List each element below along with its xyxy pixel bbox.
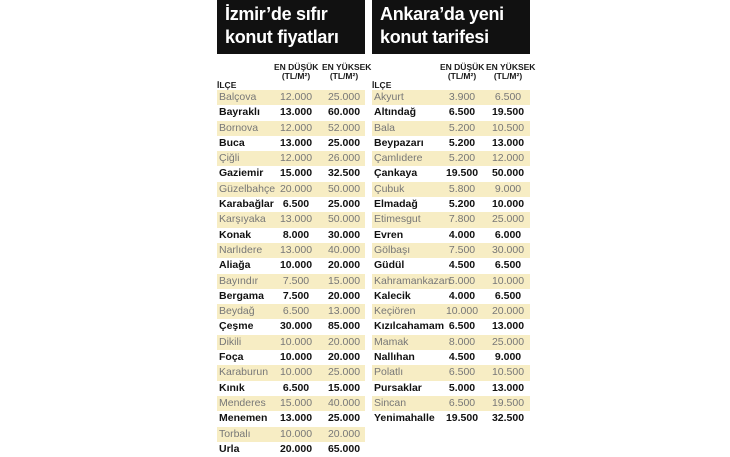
min-price: 19.500	[445, 412, 479, 425]
max-price: 10.500	[491, 121, 525, 134]
district-name: Elmadağ	[374, 198, 418, 211]
table-row	[217, 166, 365, 181]
table-row	[372, 166, 530, 181]
min-price: 5.200	[448, 121, 476, 134]
district-name: Beydağ	[219, 305, 255, 318]
district-name: Karabağlar	[219, 198, 274, 211]
min-price: 10.000	[279, 427, 313, 440]
min-price: 6.500	[448, 320, 476, 333]
table-row	[217, 335, 365, 350]
district-name: Gaziemir	[219, 167, 264, 180]
table-row	[217, 243, 365, 258]
district-name: Karaburun	[219, 366, 269, 379]
district-name: Narlıdere	[219, 243, 263, 256]
table-row	[217, 411, 365, 426]
table-row	[217, 319, 365, 334]
max-price: 19.500	[491, 106, 525, 119]
district-name: Altındağ	[374, 106, 416, 119]
ankara-table-body	[372, 90, 530, 427]
min-price: 20.000	[279, 442, 313, 455]
district-name: Çamlıdere	[374, 152, 423, 165]
district-name: Çankaya	[374, 167, 418, 180]
max-price: 25.000	[327, 91, 361, 103]
table-row	[372, 151, 530, 166]
district-name: Etimesgut	[374, 213, 421, 226]
min-price: 6.500	[448, 106, 476, 119]
max-price: 9.000	[494, 182, 522, 195]
district-name: Mamak	[374, 335, 409, 348]
max-price: 10.500	[491, 366, 525, 379]
izmir-col-max: EN YÜKSEK (TL/M²)	[322, 62, 372, 81]
min-price: 4.500	[448, 259, 476, 272]
min-price: 5.000	[448, 381, 476, 394]
district-name: Foça	[219, 351, 244, 364]
table-row	[372, 319, 530, 334]
table-row	[372, 289, 530, 304]
district-name: Bayraklı	[219, 106, 260, 119]
max-price: 19.500	[491, 396, 525, 409]
max-price: 13.000	[327, 305, 361, 318]
min-price: 6.500	[448, 366, 476, 379]
min-price: 4.000	[448, 289, 476, 302]
district-name: Gölbaşı	[374, 243, 411, 256]
min-price: 8.000	[448, 335, 476, 348]
table-row	[217, 90, 365, 105]
min-price: 19.500	[445, 167, 479, 180]
table-row	[217, 427, 365, 442]
max-price: 50.000	[491, 167, 525, 180]
min-price: 5.800	[448, 182, 476, 195]
table-row	[217, 105, 365, 120]
max-price: 13.000	[491, 136, 525, 149]
district-name: Polatlı	[374, 366, 404, 379]
table-row	[372, 365, 530, 380]
table-row	[372, 335, 530, 350]
district-name: Kınık	[219, 381, 245, 394]
district-name: Konak	[219, 228, 252, 241]
max-price: 25.000	[327, 198, 361, 211]
district-name: Kalecik	[374, 289, 411, 302]
max-price: 13.000	[491, 320, 525, 333]
district-name: Urla	[219, 442, 240, 455]
min-price: 7.500	[448, 243, 476, 256]
table-row	[372, 411, 530, 426]
table-row	[217, 442, 365, 457]
max-price: 6.500	[494, 289, 522, 302]
min-price: 13.000	[279, 136, 313, 149]
table-row	[372, 274, 530, 289]
min-price: 7.500	[282, 289, 310, 302]
min-price: 20.000	[279, 182, 313, 195]
district-name: Bornova	[219, 121, 259, 134]
min-price: 6.500	[282, 198, 310, 211]
district-name: Balçova	[219, 91, 257, 103]
district-name: Güzelbahçe	[219, 182, 276, 195]
table-row	[372, 258, 530, 273]
max-price: 20.000	[327, 351, 361, 364]
min-price: 12.000	[279, 152, 313, 165]
district-name: Çeşme	[219, 320, 254, 333]
max-price: 52.000	[327, 121, 361, 134]
district-name: Güdül	[374, 259, 405, 272]
district-name: Dikili	[219, 335, 242, 348]
min-price: 12.000	[279, 121, 313, 134]
min-price: 12.000	[279, 91, 313, 103]
ankara-title-line1: Ankara’da yeni	[380, 4, 504, 24]
district-name: Karşıyaka	[219, 213, 266, 226]
min-price: 10.000	[279, 366, 313, 379]
min-price: 10.000	[279, 335, 313, 348]
table-row	[217, 396, 365, 411]
max-price: 13.000	[491, 381, 525, 394]
district-name: Torbalı	[219, 427, 251, 440]
min-price: 6.500	[282, 305, 310, 318]
max-price: 15.000	[327, 274, 361, 287]
district-name: Çiğli	[219, 152, 240, 165]
table-row	[217, 304, 365, 319]
izmir-table-body	[217, 90, 365, 457]
table-row	[372, 381, 530, 396]
table-row	[372, 90, 530, 105]
min-price: 13.000	[279, 243, 313, 256]
table-row	[217, 289, 365, 304]
district-name: Yenimahalle	[374, 412, 435, 425]
max-price: 32.500	[327, 167, 361, 180]
table-row	[217, 350, 365, 365]
district-name: Menderes	[219, 396, 266, 409]
max-price: 25.000	[327, 136, 361, 149]
min-price: 7.500	[282, 274, 310, 287]
table-row	[217, 121, 365, 136]
table-row	[217, 228, 365, 243]
district-name: Keçiören	[374, 305, 416, 318]
min-price: 7.800	[448, 213, 476, 226]
ankara-table-header	[372, 54, 536, 90]
min-price: 13.000	[279, 106, 313, 119]
min-price: 4.000	[448, 228, 476, 241]
max-price: 26.000	[327, 152, 361, 165]
max-price: 40.000	[327, 243, 361, 256]
min-price: 5.200	[448, 136, 476, 149]
max-price: 25.000	[491, 335, 525, 348]
table-row	[372, 228, 530, 243]
min-price: 15.000	[279, 167, 313, 180]
table-row	[372, 304, 530, 319]
izmir-col-district: İLÇE	[217, 80, 237, 90]
izmir-title	[217, 0, 365, 54]
min-price: 6.500	[282, 381, 310, 394]
max-price: 15.000	[327, 381, 361, 394]
max-price: 25.000	[327, 366, 361, 379]
table-row	[372, 182, 530, 197]
max-price: 9.000	[494, 351, 522, 364]
max-price: 25.000	[491, 213, 525, 226]
min-price: 10.000	[279, 259, 313, 272]
max-price: 20.000	[327, 289, 361, 302]
max-price: 6.500	[494, 91, 522, 103]
min-price: 13.000	[279, 213, 313, 226]
district-name: Nallıhan	[374, 351, 415, 364]
max-price: 6.000	[494, 228, 522, 241]
min-price: 6.500	[448, 396, 476, 409]
district-name: Menemen	[219, 412, 268, 425]
min-price: 10.000	[445, 305, 479, 318]
district-name: Buca	[219, 136, 245, 149]
district-name: Bala	[374, 121, 396, 134]
max-price: 30.000	[491, 243, 525, 256]
max-price: 10.000	[491, 198, 525, 211]
min-price: 15.000	[279, 396, 313, 409]
table-row	[372, 105, 530, 120]
max-price: 65.000	[327, 442, 361, 455]
max-price: 20.000	[327, 427, 361, 440]
ankara-col-max: EN YÜKSEK (TL/M²)	[486, 62, 536, 81]
table-row	[372, 136, 530, 151]
table-row	[217, 212, 365, 227]
table-row	[217, 182, 365, 197]
table-row	[217, 365, 365, 380]
table-row	[372, 212, 530, 227]
max-price: 30.000	[327, 228, 361, 241]
table-row	[372, 121, 530, 136]
table-row	[372, 243, 530, 258]
ankara-title-line2: konut tarifesi	[380, 27, 489, 47]
district-name: Bergama	[219, 289, 264, 302]
min-price: 10.000	[279, 351, 313, 364]
min-price: 13.000	[279, 412, 313, 425]
ankara-title	[372, 0, 530, 54]
max-price: 10.000	[491, 274, 525, 287]
district-name: Beypazarı	[374, 136, 424, 149]
max-price: 50.000	[327, 213, 361, 226]
table-row	[372, 350, 530, 365]
table-row	[217, 197, 365, 212]
ankara-col-min: EN DÜŞÜK (TL/M²)	[440, 62, 485, 81]
izmir-price-table	[217, 0, 372, 457]
izmir-col-min: EN DÜŞÜK (TL/M²)	[274, 62, 319, 81]
district-name: Kızılcahamam	[374, 320, 445, 333]
izmir-title-line2: konut fiyatları	[225, 27, 339, 47]
district-name: Sincan	[374, 396, 407, 409]
max-price: 20.000	[327, 335, 361, 348]
table-row	[217, 258, 365, 273]
izmir-title-line1: İzmir’de sıfır	[225, 4, 328, 24]
min-price: 3.900	[448, 91, 476, 103]
max-price: 40.000	[327, 396, 361, 409]
district-name: Çubuk	[374, 182, 405, 195]
min-price: 30.000	[279, 320, 313, 333]
min-price: 5.200	[448, 198, 476, 211]
izmir-table-header	[217, 54, 372, 90]
min-price: 4.500	[448, 351, 476, 364]
table-row	[217, 274, 365, 289]
min-price: 8.000	[282, 228, 310, 241]
max-price: 20.000	[327, 259, 361, 272]
max-price: 6.500	[494, 259, 522, 272]
table-row	[372, 197, 530, 212]
district-name: Kahramankazan	[374, 274, 451, 287]
district-name: Pursaklar	[374, 381, 422, 394]
max-price: 12.000	[491, 152, 525, 165]
district-name: Akyurt	[374, 91, 404, 103]
table-row	[217, 381, 365, 396]
table-row	[217, 136, 365, 151]
district-name: Aliağa	[219, 259, 251, 272]
ankara-price-table	[372, 0, 536, 427]
ankara-col-district: İLÇE	[372, 80, 392, 90]
max-price: 20.000	[491, 305, 525, 318]
district-name: Evren	[374, 228, 404, 241]
max-price: 32.500	[491, 412, 525, 425]
max-price: 50.000	[327, 182, 361, 195]
table-row	[217, 151, 365, 166]
table-row	[372, 396, 530, 411]
min-price: 5.000	[448, 274, 476, 287]
max-price: 25.000	[327, 412, 361, 425]
min-price: 5.200	[448, 152, 476, 165]
max-price: 85.000	[327, 320, 361, 333]
max-price: 60.000	[327, 106, 361, 119]
district-name: Bayındır	[219, 274, 259, 287]
